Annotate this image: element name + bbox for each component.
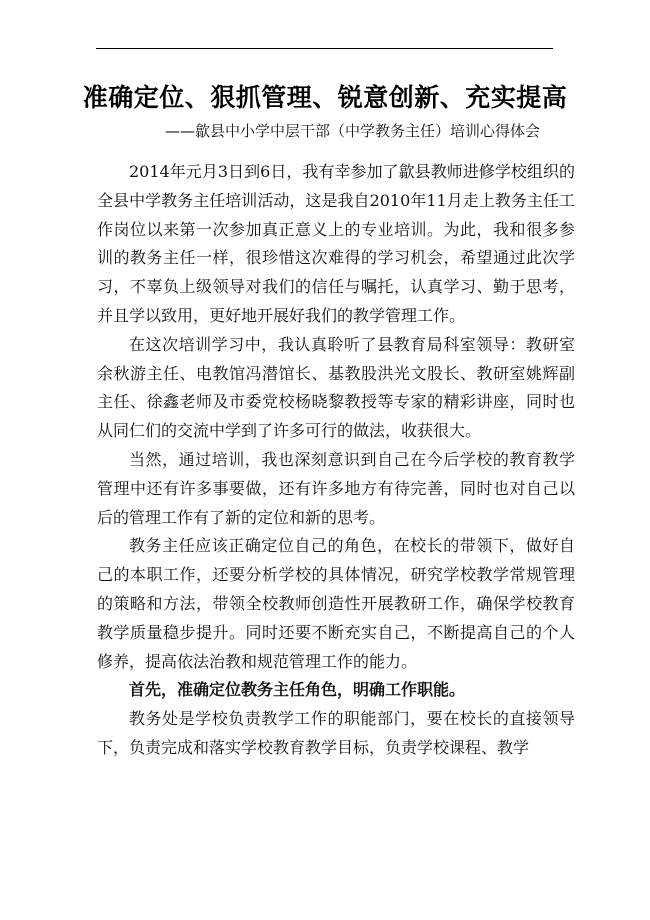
paragraph-academic-affairs: 教务处是学校负责教学工作的职能部门，要在校长的直接领导下，负责完成和落实学校教育教学目标，负责学校课程、教学 (97, 709, 575, 757)
paragraph-intro: 2014年元月3日到6日，我有幸参加了歙县教师进修学校组织的全县中学教务主任培训活动，这是我自2010年11月走上教务主任工作岗位以来第一次参加真正意义上的专业培训。为此，我和很多参训的教务主任一样，很珍惜这次难得的学习机会，希望通过此次学习，不辜负上级领导对我们的信任与嘱托，认真学习、勤于思考，并且学以致用，更好地开展好我们的教学管理工作。 (97, 162, 575, 325)
paragraph-training-content: 在这次培训学习中，我认真聆听了县教育局科室领导：教研室余秋游主任、电教馆冯潜馆长、基教股洪光文股长、教研室姚辉副主任、徐鑫老师及市委党校杨晓黎教授等专家的精彩讲座，同时也从同仁们的交流中学到了许多可行的做法，收获很大。 (97, 334, 575, 441)
paragraph-role: 教务主任应该正确定位自己的角色，在校长的带领下，做好自己的本职工作，还要分析学校的具体情况，研究学校教学常规管理的策略和方法，带领全校教师创造性开展教研工作，确保学校教育教学质量稳步提升。同时还要不断充实自己，不断提高自己的个人修养，提高依法治教和规范管理工作的能力。 (97, 536, 575, 671)
header-rule (96, 48, 553, 49)
document-subtitle: ——歙县中小学中层干部（中学教务主任）培训心得体会 (165, 122, 541, 140)
document-body (97, 158, 575, 763)
section-heading-first: 首先，准确定位教务主任角色，明确工作职能。 (129, 680, 466, 700)
document-title: 准确定位、狠抓管理、锐意创新、充实提高 (82, 83, 568, 112)
paragraph-reflection: 当然，通过培训，我也深刻意识到自己在今后学校的教育教学管理中还有许多事要做，还有许多地方有待完善，同时也对自己以后的管理工作有了新的定位和新的思考。 (97, 449, 575, 527)
